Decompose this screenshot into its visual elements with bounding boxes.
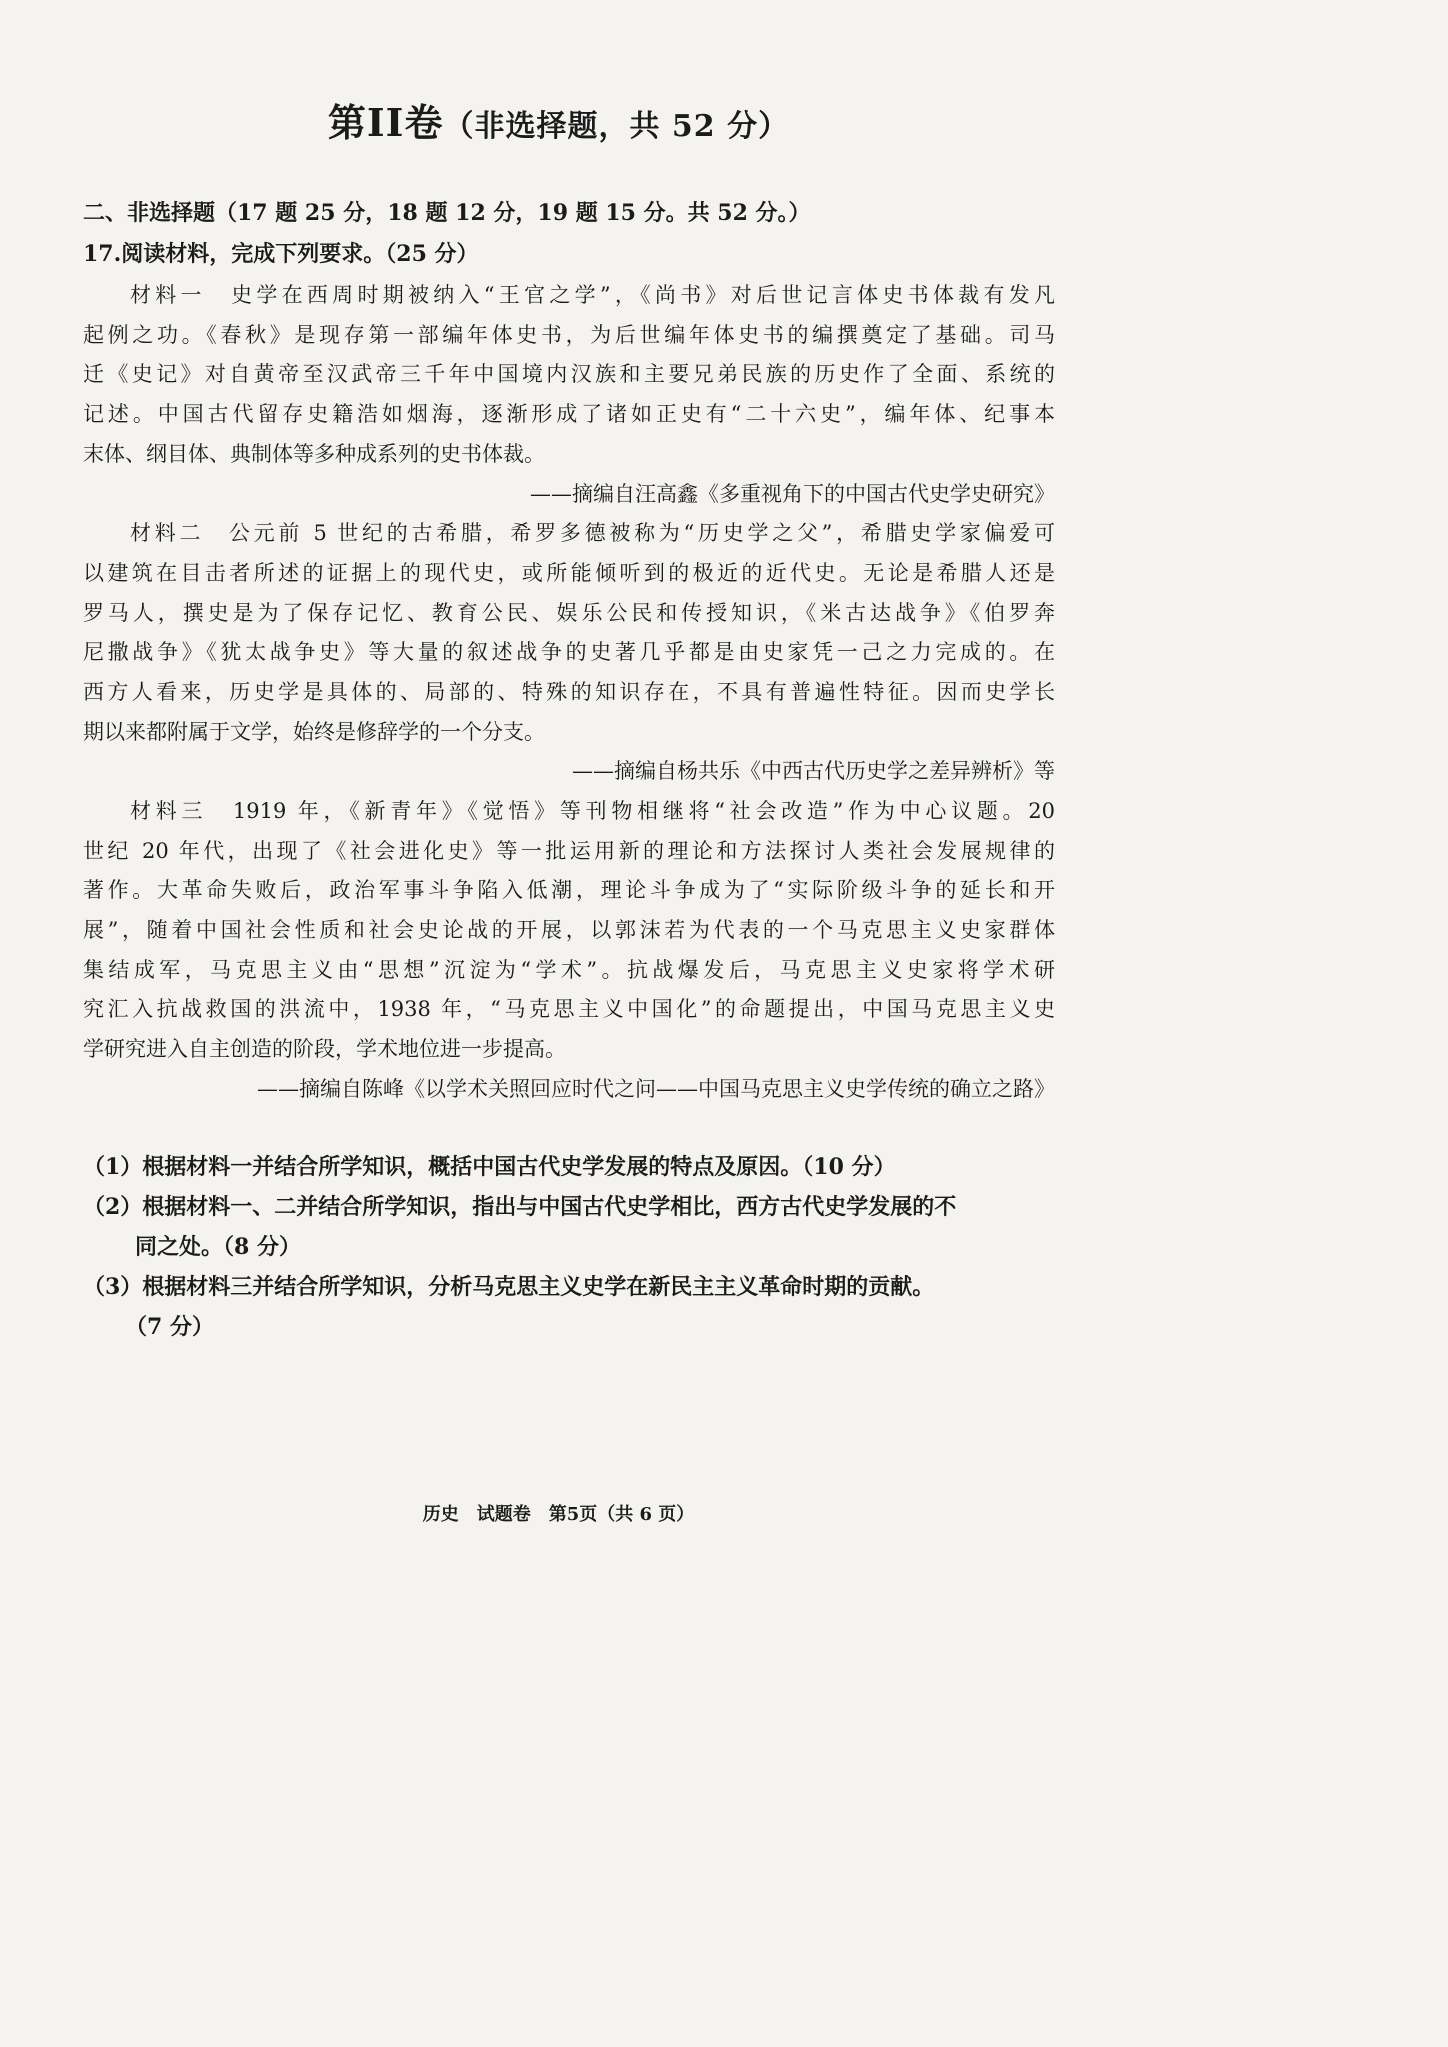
material3-line: 集结成军，马克思主义由“思想”沉淀为“学术”。抗战爆发后，马克思主义史家将学术研: [83, 958, 1055, 982]
material1-line: 记述。中国古代留存史籍浩如烟海，逐渐形成了诸如正史有“二十六史”，编年体、纪事本: [83, 402, 1055, 426]
page-title: [0, 92, 1117, 147]
question-item-continued: （7 分）: [125, 1314, 214, 1340]
page-footer: 历史 试题卷 第5页（共 6 页）: [422, 1504, 695, 1525]
material2-line: 以建筑在目击者所述的证据上的现代史，或所能倾听到的极近的近代史。无论是希腊人还是: [83, 561, 1055, 585]
material3-line: 展”，随着中国社会性质和社会史论战的开展，以郭沫若为代表的一个马克思主义史家群体: [83, 918, 1055, 942]
title-main: 第II卷: [327, 100, 444, 145]
material2-source: ——摘编自杨共乐《中西古代历史学之差异辨析》等: [572, 759, 1055, 783]
question-item: （3）根据材料三并结合所学知识，分析马克思主义史学在新民主主义革命时期的贡献。: [83, 1274, 935, 1300]
material3-line: 世纪 20 年代，出现了《社会进化史》等一批运用新的理论和方法探讨人类社会发展规律的: [83, 839, 1055, 863]
material2-line: 期以来都附属于文学，始终是修辞学的一个分支。: [83, 720, 545, 744]
material3-line: 材料三 1919 年，《新青年》《觉悟》等刊物相继将“社会改造”作为中心议题。20: [130, 799, 1055, 823]
material3-line: 究汇入抗战救国的洪流中，1938 年，“马克思主义中国化”的命题提出，中国马克思主义史: [83, 997, 1055, 1021]
material2-line: 尼撒战争》《犹太战争史》等大量的叙述战争的史著几乎都是由史家凭一己之力完成的。在: [83, 640, 1055, 664]
material2-line: 罗马人，撰史是为了保存记忆、教育公民、娱乐公民和传授知识，《米古达战争》《伯罗奔: [83, 601, 1055, 625]
question-item: （1）根据材料一并结合所学知识，概括中国古代史学发展的特点及原因。（10 分）: [83, 1154, 896, 1180]
section-header: 二、非选择题（17 题 25 分，18 题 12 分，19 题 15 分。共 52 分。）: [83, 200, 811, 226]
question-intro: 17.阅读材料，完成下列要求。（25 分）: [83, 241, 479, 267]
material3-source: ——摘编自陈峰《以学术关照回应时代之问——中国马克思主义史学传统的确立之路》: [257, 1077, 1055, 1101]
question-item: （2）根据材料一、二并结合所学知识，指出与中国古代史学相比，西方古代史学发展的不: [83, 1194, 957, 1220]
material3-line: 著作。大革命失败后，政治军事斗争陷入低潮，理论斗争成为了“实际阶级斗争的延长和开: [83, 878, 1055, 902]
material1-line: 迁《史记》对自黄帝至汉武帝三千年中国境内汉族和主要兄弟民族的历史作了全面、系统的: [83, 362, 1055, 386]
title-subtitle: （非选择题，共 52 分）: [443, 109, 790, 144]
material1-line: 材料一 史学在西周时期被纳入“王官之学”，《尚书》对后世记言体史书体裁有发凡: [130, 283, 1055, 307]
material1-line: 末体、纲目体、典制体等多种成系列的史书体裁。: [83, 442, 545, 466]
material1-line: 起例之功。《春秋》是现存第一部编年体史书，为后世编年体史书的编撰奠定了基础。司马: [83, 323, 1055, 347]
material1-source: ——摘编自汪高鑫《多重视角下的中国古代史学史研究》: [530, 482, 1055, 506]
material2-line: 西方人看来，历史学是具体的、局部的、特殊的知识存在，不具有普遍性特征。因而史学长: [83, 680, 1055, 704]
material3-line: 学研究进入自主创造的阶段，学术地位进一步提高。: [83, 1037, 566, 1061]
question-item-continued: 同之处。（8 分）: [135, 1234, 301, 1260]
material2-line: 材料二 公元前 5 世纪的古希腊，希罗多德被称为“历史学之父”，希腊史学家偏爱可: [130, 521, 1055, 545]
